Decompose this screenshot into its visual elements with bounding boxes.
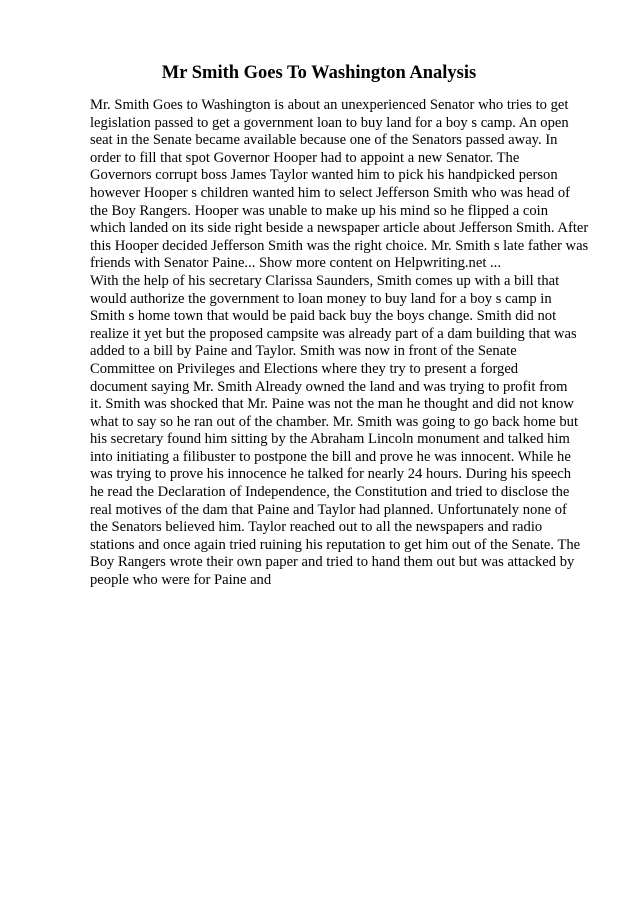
- document-body: [90, 97, 610, 590]
- text-line: which landed on its side right beside a newspaper article about Jefferson Smith. After: [90, 220, 589, 237]
- text-line: document saying Mr. Smith Already owned the land and was trying to profit from: [90, 378, 568, 395]
- text-line: he read the Declaration of Independence, the Constitution and tried to disclose the: [90, 484, 570, 501]
- text-line: the Boy Rangers. Hooper was unable to make up his mind so he flipped a coin: [90, 202, 548, 219]
- text-line: real motives of the dam that Paine and Taylor had planned. Unfortunately none of: [90, 501, 567, 518]
- text-line: stations and once again tried ruining his reputation to get him out of the Senate. The: [90, 536, 581, 553]
- text-line: order to fill that spot Governor Hooper had to appoint a new Senator. The: [90, 149, 520, 166]
- text-line: people who were for Paine and: [90, 572, 272, 589]
- text-line: would authorize the government to loan money to buy land for a boy s camp in: [90, 290, 552, 307]
- text-line: With the help of his secretary Clarissa Saunders, Smith comes up with a bill that: [90, 272, 560, 289]
- text-line: Mr. Smith Goes to Washington is about an unexperienced Senator who tries to get: [90, 97, 569, 113]
- document-title: Mr Smith Goes To Washington Analysis: [161, 63, 477, 83]
- text-line: the Senators believed him. Taylor reached out to all the newspapers and radio: [90, 519, 543, 536]
- text-line: what to say so he ran out of the chamber. Mr. Smith was going to go back home but: [90, 413, 578, 430]
- text-line: realize it yet but the proposed campsite was already part of a dam building that was: [90, 325, 577, 342]
- text-line: however Hooper s children wanted him to select Jefferson Smith who was head of: [90, 184, 570, 201]
- text-line: Smith s home town that would be paid back buy the boys change. Smith did not: [90, 308, 557, 325]
- text-line: it. Smith was shocked that Mr. Paine was not the man he thought and did not know: [90, 396, 574, 413]
- text-line: his secretary found him sitting by the Abraham Lincoln monument and talked him: [90, 431, 570, 448]
- text-line: added to a bill by Paine and Taylor. Smith was now in front of the Senate: [90, 343, 517, 360]
- text-line: into initiating a filibuster to postpone the bill and prove he was innocent. While he: [90, 448, 571, 465]
- text-line: Boy Rangers wrote their own paper and tried to hand them out but was attacked by: [90, 554, 575, 571]
- text-line: legislation passed to get a government loan to buy land for a boy s camp. An open: [90, 114, 569, 131]
- text-line: friends with Senator Paine... Show more content on Helpwriting.net ...: [90, 255, 501, 272]
- text-line: Committee on Privileges and Elections where they try to present a forged: [90, 360, 519, 377]
- text-line: this Hooper decided Jefferson Smith was the right choice. Mr. Smith s late father was: [90, 237, 589, 254]
- text-line: Governors corrupt boss James Taylor wanted him to pick his handpicked person: [90, 167, 558, 184]
- text-line: seat in the Senate became available because one of the Senators passed away. In: [90, 132, 558, 149]
- text-line: was trying to prove his innocence he talked for nearly 24 hours. During his speech: [90, 466, 572, 483]
